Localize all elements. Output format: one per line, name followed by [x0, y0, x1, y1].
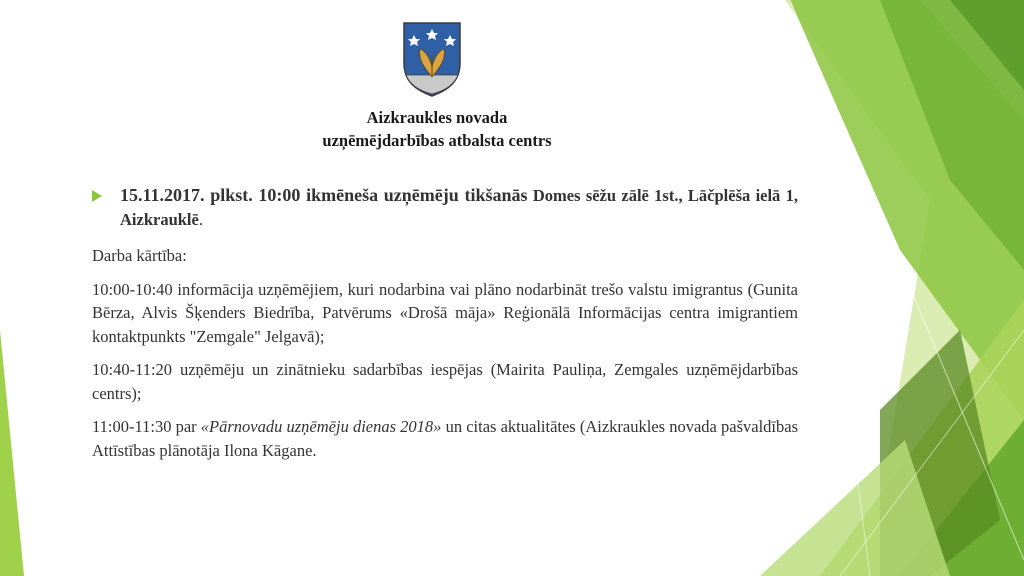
- org-title-line1: Aizkraukles novada: [366, 108, 508, 127]
- agenda-item-3-event: «Pārnovadu uzņēmēju dienas 2018»: [200, 417, 442, 436]
- agenda-item-3-suffix: un citas aktualitātes (Aizkraukles novada pašvaldības Attīstības plānotāja Ilona Kāgane.: [92, 417, 798, 460]
- agenda-heading: Darba kārtība:: [92, 246, 187, 265]
- agenda-item-2: 10:40-11:20 uzņēmēju un zinātnieku sadarbības iespējas (Mairita Pauliņa, Zemgales uzņēmējdarbības centrs);: [92, 360, 798, 403]
- agenda-item-1: 10:00-10:40 informācija uzņēmējiem, kuri nodarbina vai plāno nodarbināt trešo valstu imigrantus (Gunita Bērza, Alvis Šķenders Biedrība, Patvērums «Drošā māja» Reģionālā Informācijas centra imigrantiem kontaktpunkts "Zemgale" Jelgavā);: [92, 279, 798, 346]
- event-date: 15.11.2017. plkst. 10:00 ikmēneša uzņēmēju tikšanās: [120, 185, 528, 205]
- event-bullet: [92, 184, 798, 231]
- agenda-item-3-prefix: 11:00-11:30 par: [92, 417, 201, 436]
- org-title-line2: uzņēmējdarbības atbalsta centrs: [322, 131, 552, 150]
- event-venue: Domes sēžu zālē 1st., Lāčplēša ielā 1, Aizkrauklē: [120, 186, 799, 229]
- left-edge-shape: [0, 330, 24, 576]
- arrow-bullet-icon: [92, 190, 102, 202]
- event-venue-end: .: [198, 209, 203, 229]
- organization-title: [237, 106, 637, 152]
- slide-content: [92, 184, 798, 472]
- agenda-item-3: [92, 415, 798, 462]
- coat-of-arms-icon: [402, 21, 462, 97]
